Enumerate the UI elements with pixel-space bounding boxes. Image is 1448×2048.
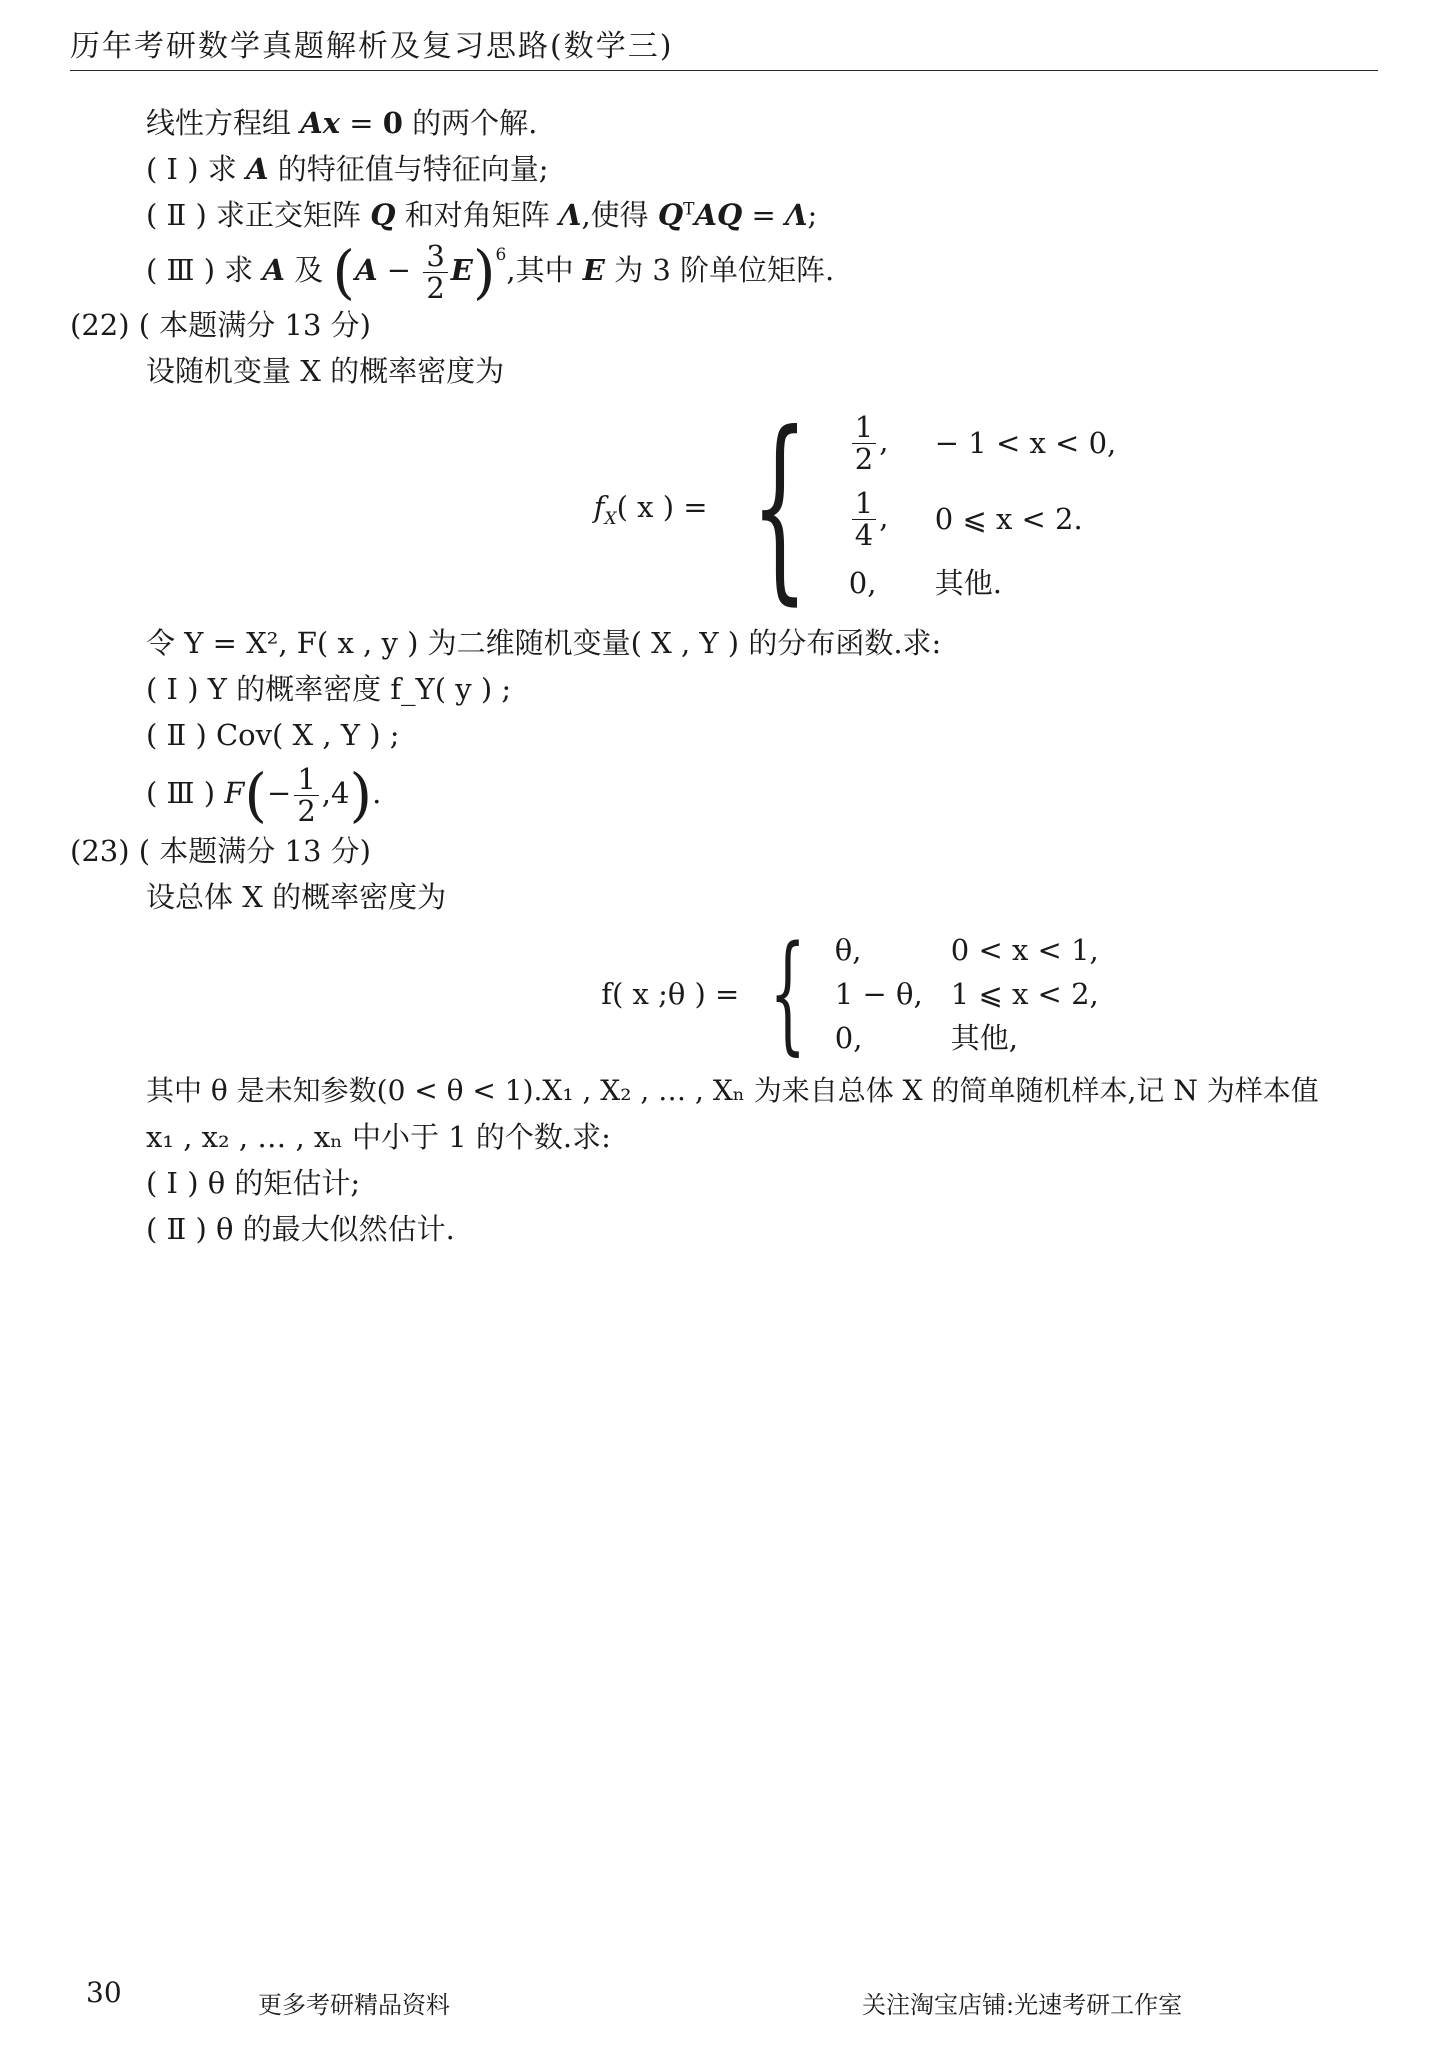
case-row [835,972,1099,1016]
text: ,4 [321,776,350,810]
running-header [70,24,1378,71]
text: 和对角矩阵 [395,198,559,232]
text: 为 3 阶单位矩阵. [604,253,835,287]
header-title: 历年考研数学真题解析及复习思路(数学三) [70,29,674,64]
math-e: E [582,253,605,287]
text: − [267,776,292,810]
case-value [849,488,929,550]
text: ( x ) = [616,490,708,524]
subscript: X [604,508,617,529]
p23-density-cases [70,919,1380,1068]
math-a: A [262,253,285,287]
text: ( Ⅱ ) 求正交矩阵 [146,198,371,232]
math-a: A [245,152,269,186]
p22-density-cases [70,390,1380,623]
text: ( Ⅰ ) 求 [146,152,246,186]
math-e: E [450,253,473,287]
p22-line-let: 令 Y = X², F( x , y ) 为二维随机变量( X , Y ) 的分布函数.求: [146,626,942,660]
case-rows [849,405,1116,609]
p21-part-3 [70,238,1380,306]
p22-part-1: ( Ⅰ ) Y 的概率密度 f_Y( y ) ; [146,672,512,706]
numerator: 3 [423,241,447,272]
numerator: 1 [852,488,876,519]
case-condition: 0 ⩽ x < 2. [934,502,1083,536]
denominator: 2 [297,793,316,828]
math-q: Q [370,198,396,232]
numerator: 1 [852,412,876,443]
left-brace: { [769,919,807,1068]
math-f: f [593,490,605,524]
case-value: θ, [834,933,862,967]
text: ,其中 [506,253,583,287]
left-paren: ( [244,761,268,829]
footer-left-text: 更多考研精品资料 [258,1991,450,2019]
case-condition: 其他. [934,566,1002,600]
left-brace: { [750,390,808,623]
math-a: A [355,253,378,287]
p23-line-1: 其中 θ 是未知参数(0 < θ < 1).X₁ , X₂ , … , Xₙ 为来自总体 X 的简单随机样本,记 N 为样本值 [146,1074,1319,1107]
math-zero-vector: 0 [382,106,403,140]
case-rows [835,928,1099,1060]
exponent: 6 [495,245,507,265]
math-lambda: Λ [558,198,582,232]
fraction [423,241,447,303]
case-row [835,1016,1099,1060]
case-row [849,481,1116,557]
math-f: F [224,776,245,810]
text: . [372,776,382,810]
text: ( Ⅲ ) [146,776,225,810]
text: , [879,424,889,458]
p23-intro: 设总体 X 的概率密度为 [146,880,447,914]
text: 线性方程组 [146,106,301,140]
p22-part-3 [70,758,1380,828]
p23-part-1: ( Ⅰ ) θ 的矩估计; [146,1166,361,1200]
fraction [852,412,876,474]
math-lambda: Λ [785,198,808,232]
case-row [849,405,1116,481]
p23-part-2: ( Ⅱ ) θ 的最大似然估计. [146,1212,455,1246]
p23-title: (23) ( 本题满分 13 分) [70,834,371,868]
case-value: 0, [848,566,877,600]
case-row [849,557,1116,609]
p23-line-2: x₁ , x₂ , … , xₙ 中小于 1 的个数.求: [146,1120,611,1154]
numerator: 1 [294,764,318,795]
p22-title: (22) ( 本题满分 13 分) [70,308,371,342]
case-value: 1 − θ, [834,977,923,1011]
density-lhs [594,484,708,530]
text: 的特征值与特征向量; [268,152,549,186]
right-paren: ) [472,238,496,306]
p22-part-2: ( Ⅱ ) Cov( X , Y ) ; [146,718,400,752]
p21-part-2 [70,192,1380,238]
math-q: Q [657,198,684,232]
case-row [835,928,1099,972]
footer-right-text: 关注淘宝店铺:光速考研工作室 [862,1991,1183,2019]
p22-intro: 设随机变量 X 的概率密度为 [146,354,505,388]
case-condition: 其他, [950,1021,1019,1055]
text: 及 [284,253,333,287]
text: = [340,106,383,140]
case-condition: − 1 < x < 0, [934,426,1117,460]
text: 的两个解. [402,106,538,140]
right-paren: ) [349,761,373,829]
page-content [70,100,1380,1252]
density-lhs: f( x ;θ ) = [601,977,740,1011]
page-number: 30 [86,1976,122,2009]
math-aq: AQ [694,198,743,232]
p21-part-1 [70,146,1380,192]
denominator: 4 [854,517,874,552]
math-ax: Ax [300,106,341,140]
text: − [377,253,421,287]
case-value: 0, [834,1021,863,1055]
left-paren: ( [332,238,356,306]
text: ,使得 [581,198,658,232]
p21-line-1 [70,100,1380,146]
case-value [849,412,929,474]
case-condition: 1 ⩽ x < 2, [950,977,1099,1011]
math-transpose: T [683,199,695,220]
case-condition: 0 < x < 1, [950,933,1099,967]
fraction [852,488,876,550]
text: = [742,198,785,232]
denominator: 2 [426,270,445,305]
text: ( Ⅲ ) 求 [146,253,263,287]
text: , [879,500,889,534]
text: ; [807,198,818,232]
denominator: 2 [854,441,874,476]
fraction [294,764,318,826]
